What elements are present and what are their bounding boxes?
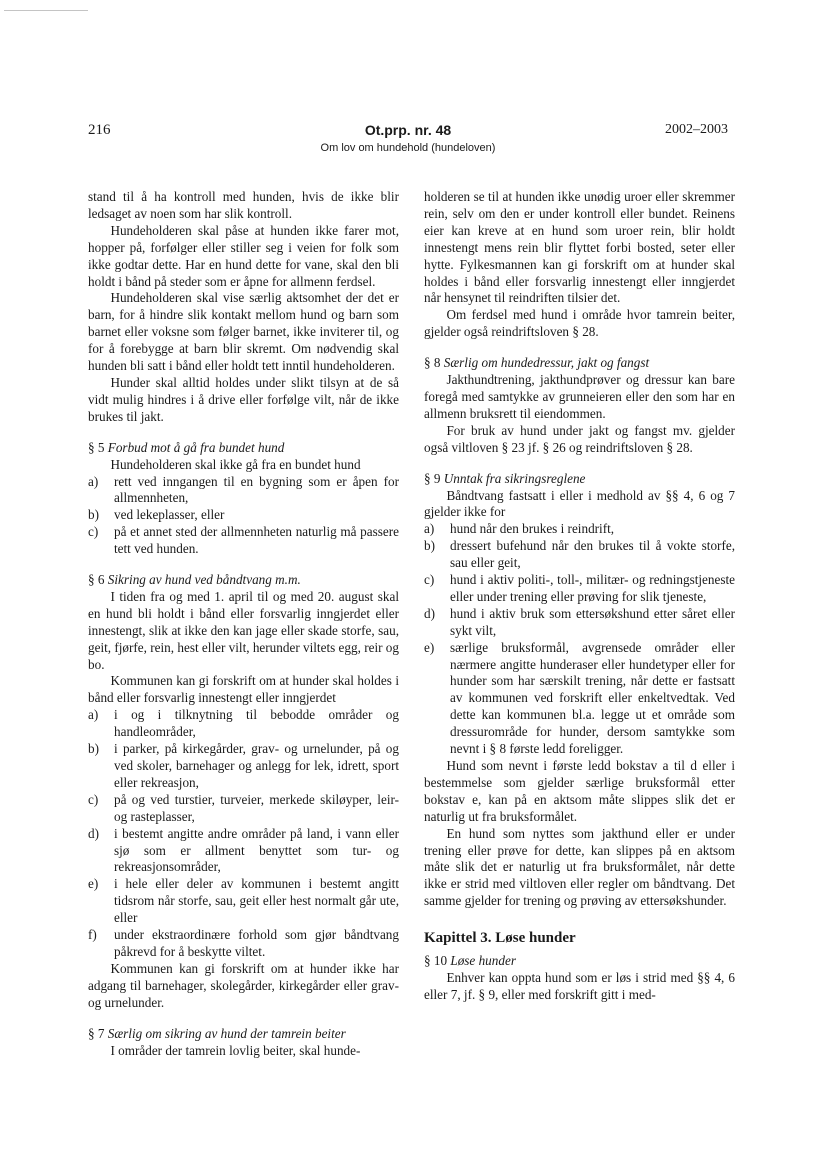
list-marker: b) — [88, 507, 99, 523]
paragraph: For bruk av hund under jakt og fangst mv. gjelder også viltloven § 23 jf. § 26 og reindriftsloven § 28. — [424, 422, 735, 455]
section-number: § 6 — [88, 572, 105, 588]
section-title: Sikring av hund ved båndtvang m.m. — [107, 572, 301, 588]
section-heading-9 — [424, 471, 735, 488]
section-title: Særlig om hundedressur, jakt og fangst — [443, 355, 650, 371]
section-number: § 5 — [88, 439, 105, 455]
section-number: § 8 — [424, 355, 441, 371]
section-number: § 10 — [424, 953, 448, 969]
list-text: under ekstraordinære forhold som gjør båndtvang påkrevd for å beskytte viltet. — [114, 927, 399, 959]
session-year: 2002–2003 — [665, 122, 728, 137]
list-marker: b) — [424, 538, 435, 554]
list-marker: d) — [424, 605, 435, 621]
paragraph: Hundeholderen skal ikke gå fra en bundet hund — [110, 456, 361, 472]
list-marker: f) — [88, 927, 97, 943]
list-text: i og i tilknytning til bebodde områder og handleområder, — [114, 707, 399, 740]
paragraph: Kommunen kan gi forskrift om at hunder ikke har adgang til barnehager, skolegårder, kirkegårder eller grav- og urnelunder. — [88, 960, 399, 1010]
list-marker: c) — [424, 572, 435, 588]
paragraph: stand til å ha kontroll med hunden, hvis de ikke blir ledsaget av noen som har slik kontroll. — [88, 189, 399, 221]
list-text: på og ved turstier, turveier, merkede skiløyper, leir- og rasteplasser, — [114, 791, 399, 824]
paragraph: Enhver kan oppta hund som er løs i strid med §§ 4, 6 eller 7, jf. § 9, eller med forskrift gitt i med- — [424, 969, 735, 1002]
list-marker: d) — [88, 825, 99, 841]
list-marker: a) — [424, 521, 435, 537]
section-title: Forbud mot å gå fra bundet hund — [107, 439, 285, 455]
paragraph: Hundeholderen skal påse at hunden ikke farer mot, hopper på, forfølger eller stiller seg i veien for folk som ikke godtar dette. Har en hund dette for vane, skal den bli holdt i bånd på steder som er åpne for allmenn ferdsel. — [88, 222, 399, 289]
list-item — [88, 927, 399, 961]
left-column — [88, 189, 399, 1059]
list-item — [424, 521, 735, 538]
list-text: ved lekeplasser, eller — [114, 507, 225, 523]
list-item — [88, 741, 399, 792]
list-text: i parker, på kirkegårder, grav- og urnelunder, på og ved skoler, barnehager og anlegg for lek, idrett, sport eller rekreasjon, — [114, 741, 399, 790]
list-item — [424, 572, 735, 606]
section-heading-5 — [88, 440, 399, 457]
list-text: hund i aktiv politi-, toll-, militær- og redningstjeneste eller under trening eller prøving for slik tjeneste, — [450, 572, 735, 604]
document-title: Ot.prp. nr. 48 — [364, 122, 452, 138]
page-number: 216 — [88, 122, 111, 138]
list-item — [88, 507, 399, 524]
list-item — [88, 876, 399, 927]
list-marker: a) — [88, 473, 99, 489]
paragraph: Båndtvang fastsatt i eller i medhold av §§ 4, 6 og 7 gjelder ikke for — [424, 487, 735, 520]
section-heading-8 — [424, 355, 735, 372]
list-item — [88, 826, 399, 877]
paragraph: Om ferdsel med hund i område hvor tamrein beiter, gjelder også reindriftsloven § 28. — [424, 307, 735, 340]
paragraph: Jakthundtrening, jakthundprøver og dressur kan bare foregå med samtykke av grunneieren eller den som har en allmenn bruksrett til eiendommen. — [424, 372, 735, 421]
list-marker: c) — [88, 524, 99, 540]
list-marker: e) — [88, 876, 99, 892]
paragraph: Hunder skal alltid holdes under slikt tilsyn at de så vidt mulig hindres i å drive eller forfølge vilt, når de ikke brukes til jakt. — [88, 374, 399, 424]
section-heading-7 — [88, 1026, 399, 1043]
paragraph: holderen se til at hunden ikke unødig uroer eller skremmer rein, selv om den er under kontroll eller bundet. Reinens eier kan kreve at en hund som uroer rein, blir holdt innestengt mens rein blir flyttet forbi bosted, seter eller hytte. Fylkesmannen kan gi forskrift om at hunder skal holdes i bånd eller forsvarlig innestengt eller inngjerdet når hensynet til reindriften tilsier det. — [424, 189, 735, 306]
section-title: Unntak fra sikringsreglene — [443, 470, 586, 486]
list-item — [88, 707, 399, 741]
list-text: særlige bruksformål, avgrensede områder eller nærmere angitte hunderaser eller hundetyper eller for hunder som har særskilt trening, når dette er fastsatt av kommunen ved forskrift eller enkeltvedtak. Ved dette kan kommunen bl.a. legge ut et område som dressurområde for hunder, dersom samtykke som nevnt i § 8 første ledd foreligger. — [450, 639, 735, 757]
paragraph: I områder der tamrein lovlig beiter, skal hunde- — [110, 1042, 361, 1058]
list-text: rett ved inngangen til en bygning som er åpen for allmennheten, — [114, 473, 399, 506]
list-text: i bestemt angitte andre områder på land, i vann eller sjø som er allment benyttet som tur- og rekreasjonsområder, — [114, 825, 399, 875]
section-5-list — [88, 474, 399, 559]
section-number: § 9 — [424, 470, 441, 486]
section-6-list — [88, 707, 399, 961]
list-marker: b) — [88, 741, 99, 757]
list-text: hund i aktiv bruk som ettersøkshund etter såret eller sykt vilt, — [450, 605, 735, 638]
list-item — [88, 792, 399, 826]
list-text: hund når den brukes i reindrift, — [450, 521, 615, 537]
scan-artifact-dots: .......................................... — [4, 4, 88, 13]
section-title: Løse hunder — [450, 953, 516, 969]
list-marker: c) — [88, 791, 99, 807]
section-number: § 7 — [88, 1025, 105, 1041]
list-text: på et annet sted der allmennheten naturlig må passere tett ved hunden. — [114, 524, 399, 557]
section-heading-10 — [424, 953, 735, 970]
list-marker: e) — [424, 639, 435, 655]
page-header — [88, 122, 728, 162]
section-heading-6 — [88, 572, 399, 589]
list-item — [424, 538, 735, 572]
chapter-heading: Kapittel 3. Løse hunder — [424, 930, 576, 947]
paragraph: Hund som nevnt i første ledd bokstav a til d eller i bestemmelse som gjelder særlige bruksformål etter bokstav e, kan på en aktsom måte slippes slik det er naturlig ut fra bruksformålet. — [424, 758, 735, 824]
section-9-list — [424, 521, 735, 758]
list-item — [424, 606, 735, 640]
list-item — [88, 524, 399, 558]
paragraph: I tiden fra og med 1. april til og med 20. august skal en hund bli holdt i bånd eller forsvarlig inngjerdet eller innestengt, slik at ikke den kan jage eller skade storfe, sau, geit, fjørfe, rein, hest eller vilt, herunder viltets egg, reir og bo. — [88, 588, 399, 672]
list-text: i hele eller deler av kommunen i bestemt angitt tidsrom når storfe, sau, geit eller hest normalt går ute, eller — [114, 876, 399, 926]
section-title: Særlig om sikring av hund der tamrein beiter — [107, 1025, 346, 1041]
right-column — [424, 189, 735, 1004]
document-subtitle: Om lov om hundehold (hundeloven) — [320, 142, 496, 154]
list-item — [88, 474, 399, 508]
paragraph: Hundeholderen skal vise særlig aktsomhet der det er barn, for å hindre slik kontakt mellom hund og barn som barnet eller voksne som følger barnet, ikke inviterer til, og for å forebygge at barn blir skremt. Om nødvendig skal hunden bli satt i bånd eller holdt tett inntil hundeholderen. — [88, 290, 399, 374]
list-text: dressert bufehund når den brukes til å vokte storfe, sau eller geit, — [450, 538, 735, 571]
list-item — [424, 640, 735, 758]
list-marker: a) — [88, 707, 99, 723]
paragraph: En hund som nyttes som jakthund eller er under trening eller prøve for dette, kan slippes på en aktsom måte slik det er naturlig ut fra bruksformålet, når dette ikke er strid med viltloven eller regler om båndtvang. Det samme gjelder for trening og prøving av ettersøkshunder. — [424, 825, 735, 909]
paragraph: Kommunen kan gi forskrift om at hunder skal holdes i bånd eller forsvarlig innestengt eller inngjerdet — [88, 673, 399, 706]
